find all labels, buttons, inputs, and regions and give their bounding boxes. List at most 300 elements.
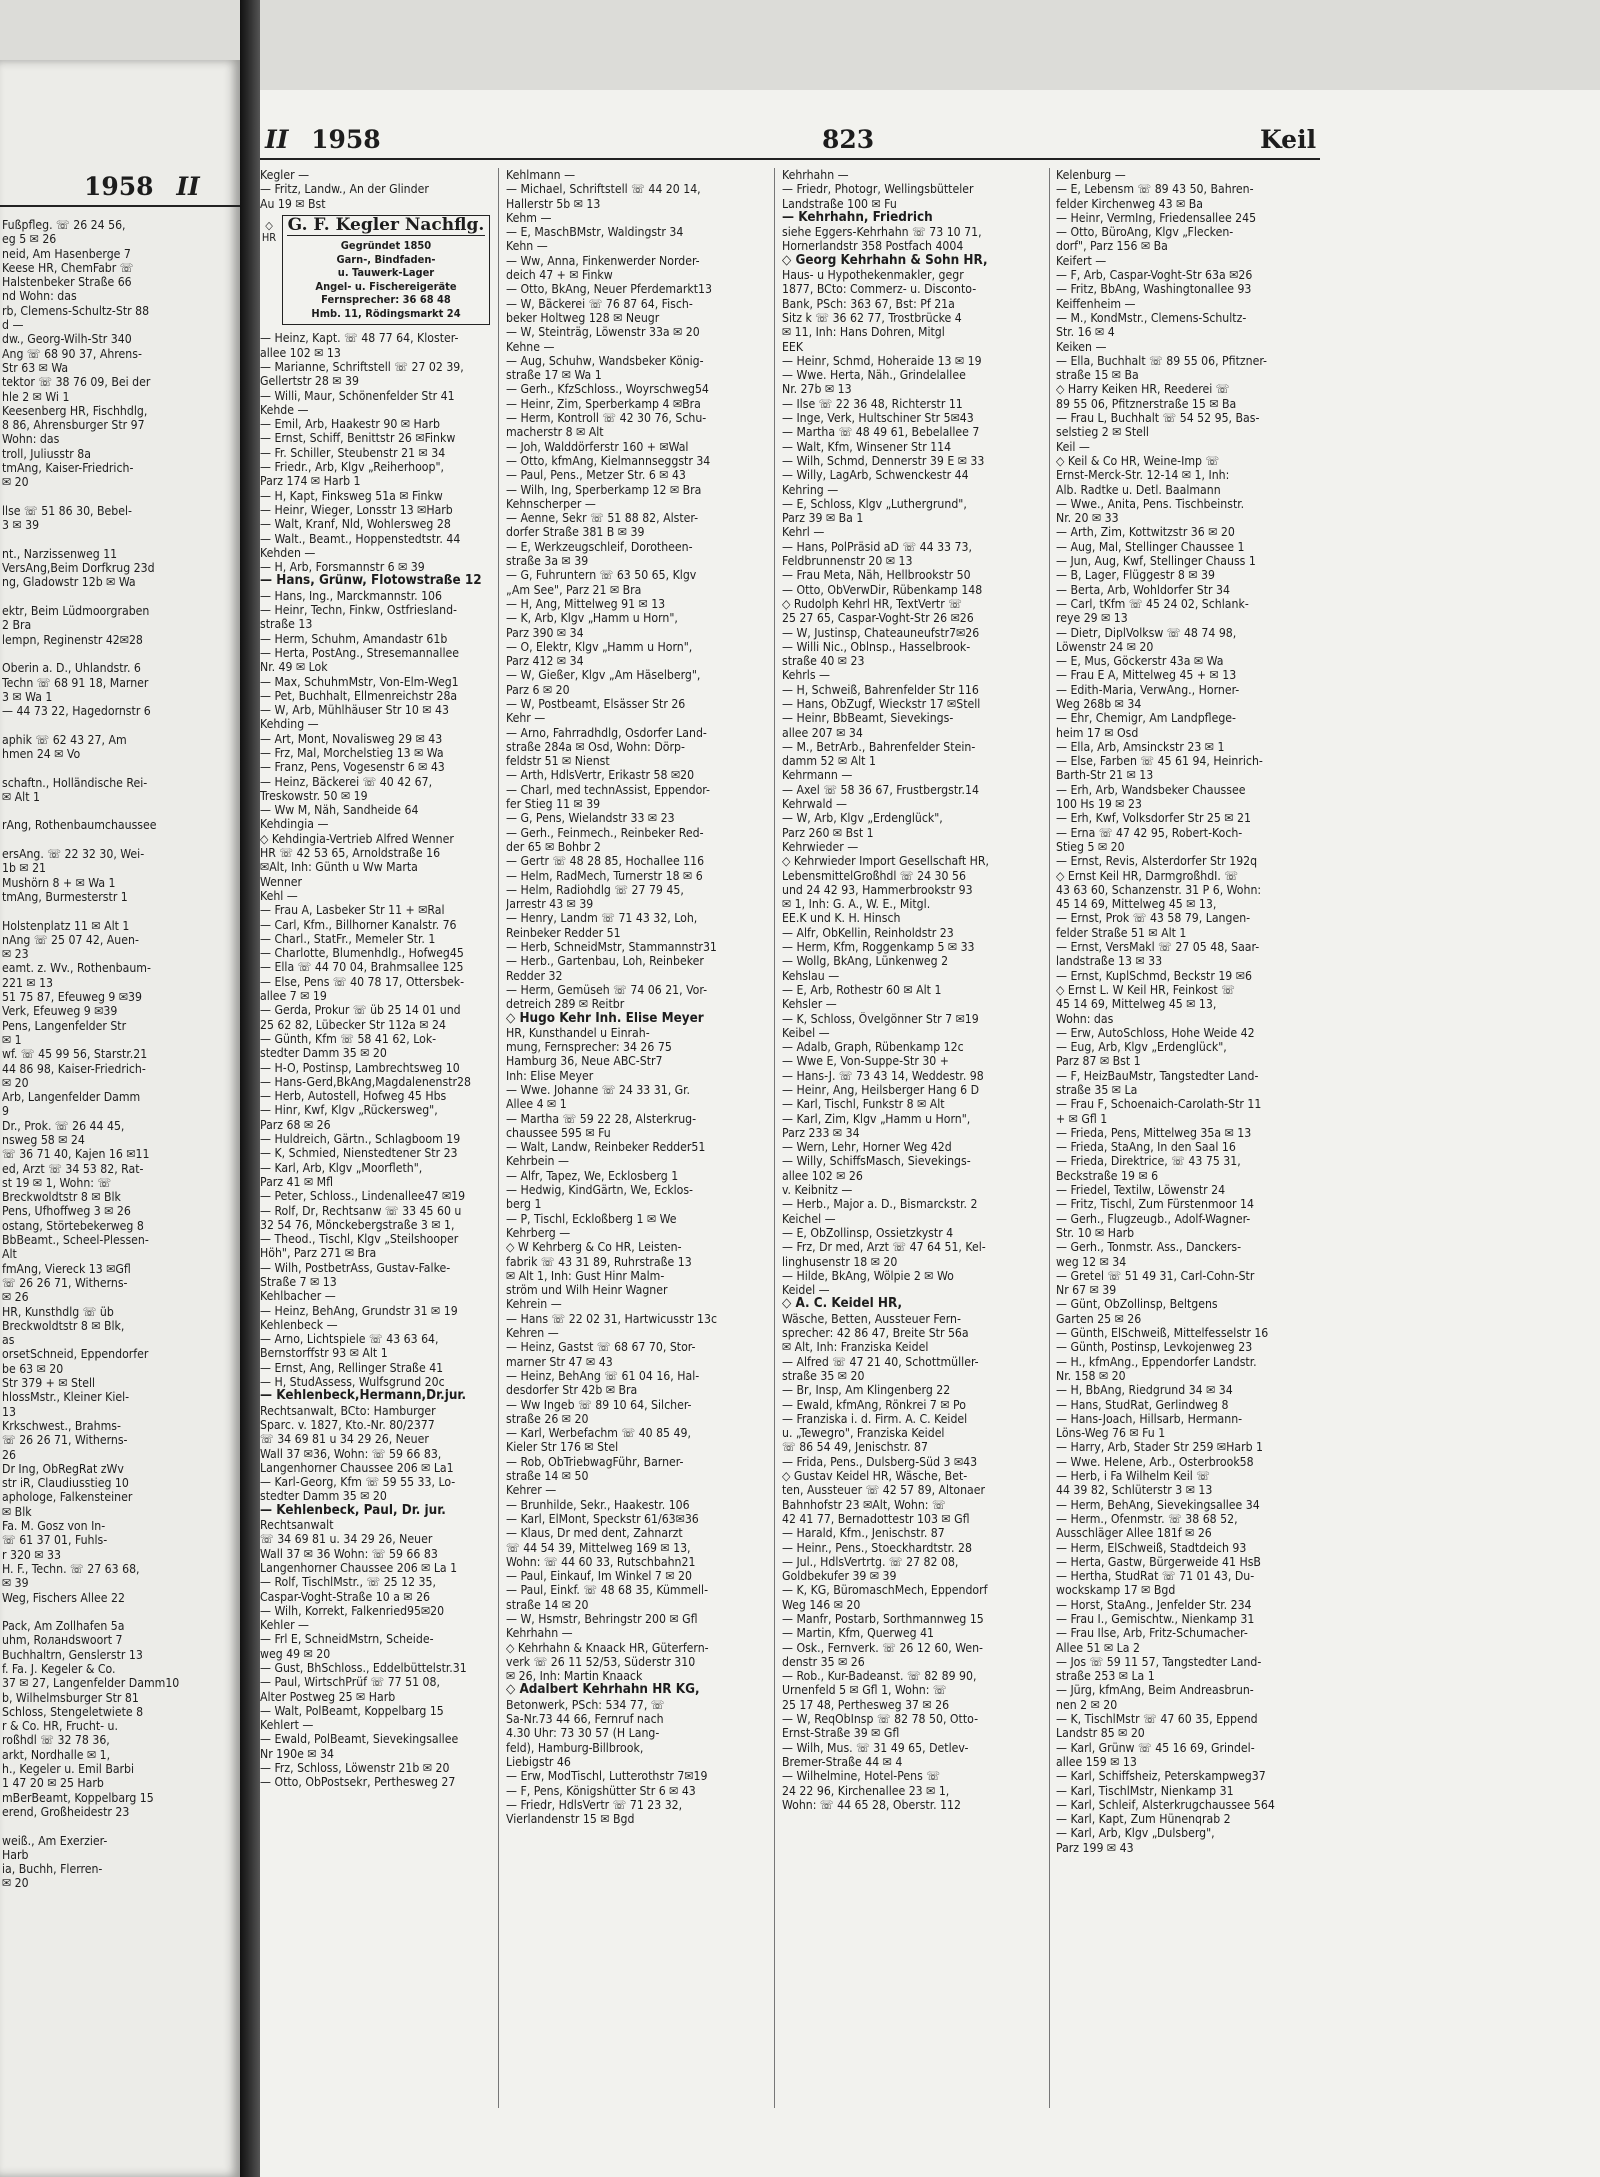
directory-entry-line: Str. 10 ✉ Harb	[1056, 1225, 1135, 1240]
directory-entry-line: 44 39 82, Schlüterstr 3 ✉ 13	[1056, 1483, 1213, 1498]
directory-entry-line: Reinbeker Redder 51	[506, 925, 621, 940]
directory-entry-line: Parz 6 ✉ 20	[506, 682, 570, 697]
directory-entry-line: Bernstorffstr 93 ✉ Alt 1	[260, 1346, 388, 1361]
left-page-column	[2, 218, 238, 2177]
directory-entry-line: Allee 4 ✉ 1	[506, 1097, 567, 1112]
directory-entry-line: — Otto, ObPostsekr, Perthesweg 27	[260, 1775, 456, 1790]
directory-entry-line: — Martha ☏ 59 22 28, Alsterkrug-	[506, 1111, 697, 1126]
running-head: Keil	[1260, 125, 1317, 154]
directory-entry-line: Löns-Weg 76 ✉ Fu 1	[1056, 1426, 1166, 1441]
directory-entry-line: — Frau L, Buchhalt ☏ 54 52 95, Bas-	[1056, 411, 1260, 426]
directory-entry-line: Parz 390 ✉ 34	[506, 625, 584, 640]
directory-entry-line: — Fr. Schiller, Steubenstr 21 ✉ 34	[260, 445, 446, 460]
directory-entry-line: ten, Aussteuer ☏ 42 57 89, Altonaer	[782, 1483, 985, 1498]
directory-entry-line: Garten 25 ✉ 26	[1056, 1311, 1142, 1326]
directory-entry-line: Betonwerk, PSch: 534 77, ☏	[506, 1697, 665, 1712]
directory-entry-line: Kehring —	[782, 482, 839, 497]
directory-entry-line: — Hans-Gerd,BkAng,Magdalenenstr28	[260, 1074, 471, 1089]
left-entry-line: wf. ☏ 45 99 56, Starstr.21	[2, 1047, 148, 1062]
directory-entry-line: Keibel —	[782, 1025, 830, 1040]
directory-entry-line: — Walt, PolBeamt, Koppelbarg 15	[260, 1703, 444, 1718]
left-entry-line: Fa. M. Gosz von In-	[2, 1519, 106, 1534]
directory-entry-line: — Wollg, BkAng, Lünkenweg 2	[782, 954, 949, 969]
left-entry-line	[2, 804, 238, 818]
directory-entry-line: — Charl, med technAssist, Eppendor-	[506, 782, 710, 797]
directory-entry-line: Weg 146 ✉ 20	[782, 1597, 861, 1612]
directory-entry-line: stedter Damm 35 ✉ 20	[260, 1489, 387, 1504]
left-entry-line: hle 2 ✉ Wi 1	[2, 389, 70, 404]
directory-entry-line: deich 47 + ✉ Finkw	[506, 268, 613, 283]
directory-entry-line: — Heinr, VermIng, Friedensallee 245	[1056, 210, 1257, 225]
directory-entry-line: — Ww Ingeb ☏ 89 10 64, Silcher-	[506, 1397, 692, 1412]
directory-entry-line: — Paul, Pens., Metzer Str. 6 ✉ 43	[506, 468, 686, 483]
directory-entry-line: straße 14 ✉ 20	[506, 1597, 589, 1612]
directory-entry-line: straße 26 ✉ 20	[506, 1411, 589, 1426]
directory-entry-line: — Frz, Schloss, Löwenstr 21b ✉ 20	[260, 1761, 450, 1776]
directory-entry-line: Kehsler —	[782, 997, 837, 1012]
directory-entry-line: — Aug, Mal, Stellinger Chaussee 1	[1056, 539, 1245, 554]
directory-entry-line: — Emil, Arb, Haakestr 90 ✉ Harb	[260, 417, 440, 432]
directory-entry-line: Kehden —	[260, 545, 316, 560]
directory-entry-line: Höh", Parz 271 ✉ Bra	[260, 1246, 377, 1261]
directory-entry-line: — Klaus, Dr med dent, Zahnarzt	[506, 1526, 683, 1541]
left-entry-line: ersAng. ☏ 22 32 30, Wei-	[2, 847, 145, 862]
directory-entry-line: — Heinr., Pens., Stoeckhardtstr. 28	[782, 1540, 972, 1555]
directory-entry-line: — Gerh., Feinmech., Reinbeker Red-	[506, 825, 704, 840]
directory-entry-line: — W, Hsmstr, Behringstr 200 ✉ Gfl	[506, 1611, 698, 1626]
directory-entry-line: HR, Kunsthandel u Einrah-	[506, 1025, 650, 1040]
directory-entry-line: — Frz, Mal, Morchelstieg 13 ✉ Wa	[260, 746, 444, 760]
left-entry-line: lempn, Reginenstr 42✉28	[2, 632, 143, 647]
directory-entry-line: — Kehrhahn, Friedrich	[782, 210, 933, 225]
directory-entry-line: Hornerlandstr 358 Postfach 4004	[782, 239, 964, 254]
directory-entry-line: Langenhorner Chaussee 206 ✉ La 1	[260, 1560, 458, 1575]
directory-entry-line: Kehlbacher —	[260, 1289, 336, 1304]
directory-entry-line: — Ewald, kfmAng, Rönkrei 7 ✉ Po	[782, 1397, 966, 1412]
entry-column-3	[782, 168, 1044, 2118]
left-header-part: II	[176, 172, 200, 201]
directory-entry-line: — Rob., Kur-Badeanst. ☏ 82 89 90,	[782, 1669, 977, 1684]
directory-entry-line: — K, KG, BüromaschMech, Eppendorf	[782, 1583, 988, 1598]
left-entry-line: Pack, Am Zollhafen 5a	[2, 1619, 125, 1634]
directory-entry-line: — Alfr, Tapez, We, Ecklosberg 1	[506, 1168, 679, 1183]
directory-entry-line: straße 284a ✉ Osd, Wohn: Dörp-	[506, 739, 685, 754]
directory-entry-line: — Carl, tKfm ☏ 45 24 02, Schlank-	[1056, 596, 1249, 611]
directory-entry-line: — Fritz, BbAng, Washingtonallee 93	[1056, 282, 1252, 297]
left-entry-line: ✉ 20	[2, 1876, 29, 1891]
directory-entry-line: Kehrwieder —	[782, 839, 859, 854]
directory-entry-line: EE.K und K. H. Hinsch	[782, 911, 901, 926]
directory-entry-line: Parz 233 ✉ 34	[782, 1125, 860, 1140]
directory-entry-line: — Herb, SchneidMstr, Stammannstr31	[506, 940, 717, 955]
directory-entry-line: 32 54 76, Mönckebergstraße 3 ✉ 1,	[260, 1217, 455, 1232]
directory-entry-line: Rechtsanwalt, BCto: Hamburger	[260, 1403, 436, 1418]
directory-entry-line: Kehrhahn —	[782, 168, 849, 182]
left-entry-line: Str 379 + ✉ Stell	[2, 1376, 96, 1391]
directory-entry-line: straße 35 ✉ La	[1056, 1083, 1138, 1097]
directory-entry-line: — Franziska i. d. Firm. A. C. Keidel	[782, 1411, 968, 1426]
directory-entry-line: — Heinz, Kapt. ☏ 48 77 64, Kloster-	[260, 331, 459, 346]
directory-entry-line: — Herb., Gartenbau, Loh, Reinbeker	[506, 954, 704, 969]
directory-entry-line: u. „Tewegro", Franziska Keidel	[782, 1426, 945, 1441]
directory-entry-line: — Axel ☏ 58 36 67, Frustbergstr.14	[782, 782, 979, 797]
directory-entry-line: — Herta, Gastw, Bürgerweide 41 HsB	[1056, 1554, 1261, 1569]
directory-entry-line: — Walt, Landw, Reinbeker Redder51	[506, 1140, 706, 1155]
left-entry-line: ✉ 20	[2, 1075, 29, 1090]
left-entry-line	[2, 718, 238, 732]
directory-entry-line: — Ella, Arb, Amsinckstr 23 ✉ 1	[1056, 739, 1225, 754]
left-entry-line: BbBeamt., Scheel-Plessen-	[2, 1233, 149, 1248]
directory-entry-line: Kehrhahn —	[506, 1626, 573, 1641]
left-entry-line: b, Wilhelmsburger Str 81	[2, 1690, 139, 1705]
left-entry-line: troll, Juliusstr 8a	[2, 446, 91, 461]
left-entry-line: weiß., Am Exerzier-	[2, 1833, 108, 1848]
directory-entry-line: Keifert —	[1056, 253, 1107, 268]
directory-entry-line: — Wilh, PostbetrAss, Gustav-Falke-	[260, 1260, 451, 1275]
directory-entry-line: ◇ Ernst L. W Keil HR, Feinkost ☏	[1056, 982, 1235, 997]
directory-entry-line: — Rob, ObTriebwagFühr, Barner-	[506, 1454, 684, 1469]
directory-entry-line: — Friedr, Photogr, Wellingsbütteler	[782, 182, 974, 197]
directory-entry-line: straße 40 ✉ 23	[782, 654, 865, 669]
directory-entry-line: — Helm, Radiohdlg ☏ 27 79 45,	[506, 882, 684, 897]
left-entry-line: ektr, Beim Lüdmoorgraben	[2, 604, 150, 619]
directory-entry-line: — Fritz, Tischl, Zum Fürstenmoor 14	[1056, 1197, 1254, 1212]
directory-entry-line: ◇ Harry Keiken HR, Reederei ☏	[1056, 382, 1230, 397]
left-entry-line: Weg, Fischers Allee 22	[2, 1590, 125, 1605]
left-entry-line: 13	[2, 1404, 16, 1419]
left-entry-line: nd Wohn: das	[2, 289, 77, 304]
directory-entry-line: — Gerh., KfzSchloss., Woyrschweg54	[506, 382, 709, 397]
directory-entry-line: Kehnscherper —	[506, 496, 596, 511]
directory-entry-line: — Ewald, PolBeamt, Sievekingsallee	[260, 1732, 459, 1747]
directory-entry-line: Kelenburg —	[1056, 168, 1126, 182]
directory-entry-line: ☏ 34 69 81 u 34 29 26, Neuer	[260, 1432, 429, 1447]
left-entry-line: nsweg 58 ✉ 24	[2, 1133, 85, 1147]
directory-entry-line: — Theod., Tischl, Klgv „Steilshooper	[260, 1232, 459, 1247]
directory-entry-line: straße 15 ✉ Ba	[1056, 368, 1139, 383]
left-entry-line: ☏ 61 37 01, Fuhls-	[2, 1533, 108, 1548]
directory-entry-line: — Ehr, Chemigr, Am Landpflege-	[1056, 711, 1236, 726]
column-divider	[774, 168, 775, 2108]
directory-entry-line: — Arth, Zim, Kottwitzstr 36 ✉ 20	[1056, 525, 1235, 540]
left-entry-line: ✉ 39	[2, 1576, 29, 1591]
directory-entry-line: Kieler Str 176 ✉ Stel	[506, 1440, 619, 1455]
directory-entry-line: Sa-Nr.73 44 66, Fernruf nach	[506, 1712, 664, 1727]
directory-entry-line: ◇ Kehrhahn & Knaack HR, Güterfern-	[506, 1640, 709, 1655]
directory-entry-line: — Herb, Autostell, Hofweg 45 Hbs	[260, 1089, 447, 1104]
directory-entry-line: detreich 289 ✉ Reitbr	[506, 997, 625, 1012]
directory-entry-line: der 65 ✉ Bohbr 2	[506, 839, 601, 854]
directory-entry-line: — Ernst, Revis, Alsterdorfer Str 192q	[1056, 854, 1258, 869]
left-entry-line: Fußpfleg. ☏ 26 24 56,	[2, 218, 126, 232]
directory-entry-line: — Karl, Grünw ☏ 45 16 69, Grindel-	[1056, 1740, 1255, 1755]
directory-entry-line: — Gretel ☏ 51 49 31, Carl-Cohn-Str	[1056, 1268, 1255, 1283]
left-entry-line: str iR, Claudiusstieg 10	[2, 1476, 129, 1491]
left-entry-line: ☏ 26 26 71, Witherns-	[2, 1275, 128, 1290]
directory-entry-line: ◇ Ernst Keil HR, DarmgroßhdI. ☏	[1056, 868, 1239, 883]
directory-entry-line: — H, StudAssess, Wulfsgrund 20c	[260, 1375, 445, 1390]
left-entry-line: — 44 73 22, Hagedornstr 6	[2, 704, 151, 719]
directory-entry-line: — Günth, Postinsp, Levkojenweg 23	[1056, 1340, 1253, 1355]
directory-entry-line: — Hans, Grünw, Flotowstraße 12	[260, 574, 482, 589]
directory-entry-line: — Inge, Verk, Hultschiner Str 5✉43	[782, 411, 974, 426]
directory-entry-line: — Karl, Zim, Klgv „Hamm u Horn",	[782, 1111, 971, 1126]
directory-entry-line: — Ernst, Schiff, Benittstr 26 ✉Finkw	[260, 431, 456, 446]
directory-entry-line: — Hans-Joach, Hillsarb, Hermann-	[1056, 1411, 1243, 1426]
directory-entry-line: — Günth, Kfm ☏ 58 41 62, Lok-	[260, 1031, 437, 1046]
directory-entry-line: Kehde —	[260, 402, 309, 417]
left-entry-line: ✉ 23	[2, 947, 29, 962]
left-entry-line: Keesenberg HR, Fischhdlg,	[2, 403, 148, 418]
directory-entry-line: Nr. 27b ✉ 13	[782, 382, 852, 397]
header-rule	[260, 158, 1320, 160]
entry-column-1	[260, 168, 490, 2118]
directory-entry-line: — Harald, Kfm., Jenischstr. 87	[782, 1526, 945, 1541]
directory-entry-line: Jarrestr 43 ✉ 39	[506, 897, 594, 912]
directory-entry-line: sprecher: 42 86 47, Breite Str 56a	[782, 1326, 969, 1341]
directory-entry-line: fer Stieg 11 ✉ 39	[506, 797, 601, 812]
directory-entry-line: — H, Arb, Forsmannstr 6 ✉ 39	[260, 560, 425, 575]
left-entry-line: Techn ☏ 68 91 18, Marner	[2, 675, 149, 690]
left-entry-line: eg 5 ✉ 26	[2, 232, 57, 247]
left-entry-line: 3 ✉ Wa 1	[2, 689, 53, 704]
directory-entry-line: — Alfr, ObKellin, Reinholdstr 23	[782, 925, 954, 940]
left-entry-line: 1b ✉ 21	[2, 861, 47, 876]
directory-entry-line: — Friedr., Arb, Klgv „Reiherhoop",	[260, 460, 444, 475]
directory-entry-line: — Rolf, TischlMstr., ☏ 25 12 35,	[260, 1575, 436, 1590]
directory-entry-line: — Wwe. Helene, Arb., Osterbrook58	[1056, 1454, 1254, 1469]
directory-entry-line: dorfer Straße 381 B ✉ 39	[506, 525, 645, 540]
directory-entry-line: — Herm, Schuhm, Amandastr 61b	[260, 631, 448, 646]
directory-entry-line: Bahnhofstr 23 ✉Alt, Wohn: ☏	[782, 1497, 946, 1512]
directory-entry-line: Kehrls —	[782, 668, 830, 683]
directory-entry-line: 25 27 65, Caspar-Voght-Str 26 ✉26	[782, 611, 974, 626]
directory-entry-line: ✉ 1, Inh: G. A., W. E., Mitgl.	[782, 897, 931, 912]
directory-entry-line: fabrik ☏ 43 31 89, Ruhrstraße 13	[506, 1254, 692, 1269]
directory-entry-line: — E, Schloss, Klgv „Luthergrund",	[782, 496, 967, 511]
directory-entry-line: — Arth, HdlsVertr, Erikastr 58 ✉20	[506, 768, 695, 783]
directory-entry-line: ☏ 86 54 49, Jenischstr. 87	[782, 1440, 928, 1455]
directory-entry-line: Ernst-Merck-Str. 12-14 ✉ 1, Inh:	[1056, 468, 1230, 483]
directory-entry-line: allee 102 ✉ 13	[260, 345, 341, 360]
page-number: 823	[822, 125, 875, 154]
directory-entry-line: Kehl —	[260, 888, 298, 903]
directory-entry-line: — Ilse ☏ 22 36 48, Richterstr 11	[782, 396, 963, 411]
directory-entry-line: — Günt, ObZollinsp, Beltgens	[1056, 1297, 1218, 1312]
entry-column-2	[506, 168, 768, 2118]
directory-entry-line: denstr 35 ✉ 26	[782, 1654, 865, 1669]
directory-entry-line: — Arno, Fahrradhdlg, Osdorfer Land-	[506, 725, 707, 740]
directory-entry-line: Straße 7 ✉ 13	[260, 1274, 337, 1289]
left-entry-line: Mushörn 8 + ✉ Wa 1	[2, 875, 116, 890]
directory-entry-line: — E, Lebensm ☏ 89 43 50, Bahren-	[1056, 182, 1254, 197]
directory-entry-line: — Wilh, Ing, Sperberkamp 12 ✉ Bra	[506, 482, 702, 497]
directory-entry-line: — Aug, Schuhw, Wandsbeker König-	[506, 353, 704, 368]
left-entry-line: 2 Bra	[2, 618, 32, 633]
left-entry-line: orsetSchneid, Eppendorfer	[2, 1347, 149, 1362]
left-entry-line: eamt. z. Wv., Rothenbaum-	[2, 961, 151, 976]
directory-entry-line: — Wilh, Mus. ☏ 31 49 65, Detlev-	[782, 1740, 969, 1755]
directory-entry-line: 24 22 96, Kirchenallee 23 ✉ 1,	[782, 1783, 950, 1798]
directory-entry-line: — Willy, LagArb, Schwenckestr 44	[782, 468, 969, 483]
directory-entry-line: — Willi Nic., Oblnsp., Hasselbrook-	[782, 639, 971, 654]
directory-entry-line: „Am See", Parz 21 ✉ Bra	[506, 582, 642, 597]
directory-entry-line: ◇ Keil & Co HR, Weine-Imp ☏	[1056, 453, 1220, 468]
directory-entry-line: Wenner	[260, 874, 303, 889]
directory-entry-line: v. Keibnitz —	[782, 1183, 853, 1198]
directory-entry-line: ström und Wilh Heinr Wagner	[506, 1283, 668, 1298]
directory-entry-line: ✉ Alt, Inh: Franziska Keidel	[782, 1340, 929, 1355]
left-entry-line: llse ☏ 51 86 30, Bebel-	[2, 503, 132, 518]
directory-entry-line: — G, Pens, Wielandstr 33 ✉ 23	[506, 811, 675, 826]
left-entry-line: Arb, Langenfelder Damm	[2, 1090, 141, 1105]
directory-entry-line: — W, Arb, Mühlhäuser Str 10 ✉ 43	[260, 703, 449, 718]
directory-entry-line: — Frau F, Schoenaich-Carolath-Str 11	[1056, 1097, 1262, 1112]
directory-entry-line: Vierlandenstr 15 ✉ Bgd	[506, 1812, 635, 1827]
directory-entry-line: — Herm, Gemüseh ☏ 74 06 21, Vor-	[506, 982, 708, 997]
directory-entry-line: — Rolf, Dr, Rechtsanw ☏ 33 45 60 u	[260, 1203, 462, 1218]
left-entry-line: tektor ☏ 38 76 09, Bei der	[2, 375, 151, 390]
directory-entry-line: — Ernst, Ang, Rellinger Straße 41	[260, 1360, 444, 1375]
left-entry-line: mBerBeamt, Koppelbarg 15	[2, 1790, 154, 1805]
directory-entry-line: — Art, Mont, Novalisweg 29 ✉ 43	[260, 731, 443, 746]
right-header-part: II	[265, 125, 289, 154]
directory-entry-line: — Martha ☏ 48 49 61, Bebelallee 7	[782, 425, 980, 440]
left-entry-line: 221 ✉ 13	[2, 975, 54, 990]
directory-entry-line: — Herta, PostAng., Stresemannallee	[260, 645, 459, 660]
directory-entry-line: Parz 199 ✉ 43	[1056, 1840, 1134, 1855]
directory-entry-line: Parz 39 ✉ Ba 1	[782, 511, 864, 526]
right-header-left	[265, 125, 381, 154]
left-entry-line: f. Fa. J. Kegeler & Co.	[2, 1661, 116, 1676]
advert-line: Garn-, Bindfaden-	[336, 252, 436, 266]
directory-entry-line: — Wern, Lehr, Horner Weg 42d	[782, 1140, 952, 1155]
directory-entry-line: linghusenstr 18 ✉ 20	[782, 1254, 898, 1269]
directory-entry-line: — Gust, BhSchloss., Eddelbüttelstr.31	[260, 1661, 467, 1675]
directory-entry-line: — Erna ☏ 47 42 95, Robert-Koch-	[1056, 825, 1243, 840]
directory-entry-line: Sitz k ☏ 36 62 77, Trostbrücke 4	[782, 310, 962, 325]
directory-entry-line: ◇ Kehrwieder Import Gesellschaft HR,	[782, 854, 990, 869]
directory-entry-line: — K, Schloss, Övelgönner Str 7 ✉19	[782, 1011, 979, 1026]
directory-entry-line: selstieg 2 ✉ Stell	[1056, 425, 1149, 440]
directory-entry-line: — Charlotte, Blumenhdlg., Hofweg45	[260, 946, 464, 961]
left-entry-line: roßhdl ☏ 32 78 36,	[2, 1733, 110, 1748]
directory-entry-line: Str. 16 ✉ 4	[1056, 325, 1115, 340]
entry-column-4	[1056, 168, 1318, 2118]
directory-entry-line: ◇ Gustav Keidel HR, Wäsche, Bet-	[782, 1469, 968, 1484]
directory-entry-line: — Wwe. Herta, Näh., Grindelallee	[782, 368, 966, 383]
advert-line: Angel- u. Fischereigeräte	[315, 279, 457, 293]
left-entry-line: 37 ✉ 27, Langenfelder Damm10	[2, 1676, 180, 1691]
right-page	[260, 90, 1600, 2177]
directory-entry-line: straße 3a ✉ 39	[506, 554, 589, 569]
directory-entry-line: straße 17 ✉ Wa 1	[506, 368, 602, 383]
directory-entry-line: — Alfred ☏ 47 21 40, Schottmüller-	[782, 1354, 979, 1369]
directory-entry-line: ◇ A. C. Keidel HR,	[782, 1297, 903, 1312]
left-entry-line: Str 63 ✉ Wa	[2, 360, 69, 375]
directory-entry-line: marner Str 47 ✉ 43	[506, 1354, 613, 1369]
directory-entry-line: — Hans, StudRat, Gerlindweg 8	[1056, 1397, 1229, 1412]
right-header-year: 1958	[311, 125, 381, 154]
directory-entry-line: Wohn: ☏ 44 65 28, Oberstr. 112	[782, 1797, 962, 1812]
directory-entry-line: — Ww M, Näh, Sandheide 64	[260, 803, 419, 818]
directory-entry-line: Hallerstr 5b ✉ 13	[506, 196, 601, 211]
directory-entry-line: — E, Mus, Göckerstr 43a ✉ Wa	[1056, 654, 1224, 669]
kegler-advertisement	[261, 214, 490, 326]
directory-entry-line: Wall 37 ✉36, Wohn: ☏ 59 66 83,	[260, 1446, 442, 1461]
directory-entry-line: — Carl, Kfm., Billhorner Kanalstr. 76	[260, 917, 457, 932]
left-entry-line: Pens, Ufhoffweg 3 ✉ 26	[2, 1204, 131, 1219]
directory-entry-line: straße 13	[260, 617, 313, 632]
left-entry-line: 51 75 87, Efeuweg 9 ✉39	[2, 990, 143, 1005]
directory-entry-line: — M., KondMstr., Clemens-Schultz-	[1056, 310, 1247, 325]
directory-entry-line: Gellertstr 28 ✉ 39	[260, 374, 359, 389]
directory-entry-line: Nr. 49 ✉ Lok	[260, 660, 328, 675]
left-entry-line: aphologe, Falkensteiner	[2, 1490, 133, 1505]
directory-entry-line: — Karl, Schleif, Alsterkrugchaussee 564	[1056, 1797, 1275, 1812]
directory-entry-line: Ausschläger Allee 181f ✉ 26	[1056, 1526, 1212, 1541]
left-entry-line: H. F., Techn. ☏ 27 63 68,	[2, 1561, 140, 1576]
directory-entry-line: Keiffenheim —	[1056, 296, 1136, 311]
directory-entry-line: verk ☏ 26 11 52/53, Süderstr 310	[506, 1654, 696, 1669]
directory-entry-line: — Hans, Ing., Marckmannstr. 106	[260, 588, 443, 603]
left-entry-line	[2, 761, 238, 775]
directory-entry-line: — Frau I., Gemischtw., Nienkamp 31	[1056, 1611, 1255, 1626]
advert-firm-name: G. F. Kegler Nachflg.	[287, 214, 485, 235]
left-entry-line: schaftn., Holländische Rei-	[2, 775, 148, 790]
directory-entry-line: Beckstraße 19 ✉ 6	[1056, 1168, 1159, 1183]
directory-entry-line: Nr 190e ✉ 34	[260, 1746, 334, 1761]
left-entry-line: be 63 ✉ 20	[2, 1361, 64, 1376]
directory-entry-line: — Willy, SchiffsMasch, Sievekings-	[782, 1154, 971, 1169]
directory-entry-line: — Frieda, Direktrice, ☏ 43 75 31,	[1056, 1154, 1241, 1169]
directory-entry-line: — Huldreich, Gärtn., Schlagboom 19	[260, 1132, 461, 1147]
left-entry-line: Breckwoldtstr 8 ✉ Blk	[2, 1190, 121, 1205]
left-entry-line: ed, Arzt ☏ 34 53 82, Rat-	[2, 1161, 144, 1176]
directory-entry-line: ☏ 34 69 81 u. 34 29 26, Neuer	[260, 1532, 433, 1547]
directory-entry-line: ✉ Alt 1, Inh: Gust Hinr Malm-	[506, 1268, 665, 1283]
directory-entry-line: — Frieda, Pens, Mittelweg 35a ✉ 13	[1056, 1125, 1252, 1140]
directory-entry-line: allee 7 ✉ 19	[260, 989, 327, 1004]
directory-entry-line: — Herm, BehAng, Sievekingsallee 34	[1056, 1497, 1260, 1512]
directory-entry-line: — Frau A, Lasbeker Str 11 + ✉Ral	[260, 903, 445, 918]
directory-entry-line: — Heinr, Ang, Heilsberger Hang 6 D	[782, 1083, 980, 1097]
directory-entry-line: wockskamp 17 ✉ Bgd	[1056, 1583, 1176, 1598]
directory-entry-line: Caspar-Voght-Straße 10 a ✉ 26	[260, 1589, 431, 1604]
directory-entry-line: desdorfer Str 42b ✉ Bra	[506, 1383, 638, 1398]
directory-entry-line: — Heinr, BbBeamt, Sievekings-	[782, 711, 954, 726]
directory-entry-line: Kehler —	[260, 1618, 310, 1633]
directory-entry-line: ✉Alt, Inh: Günth u Ww Marta	[260, 860, 418, 875]
directory-entry-line: — P, Tischl, Eckloßberg 1 ✉ We	[506, 1211, 677, 1226]
left-entry-line: ☏ 26 26 71, Witherns-	[2, 1433, 128, 1448]
directory-entry-line: — Adalb, Graph, Rübenkamp 12c	[782, 1040, 964, 1055]
directory-entry-line: — Charl., StatFr., Memeler Str. 1	[260, 931, 436, 946]
directory-entry-line: — M., BetrArb., Bahrenfelder Stein-	[782, 739, 976, 754]
directory-entry-line: ✉ 11, Inh: Hans Dohren, Mitgl	[782, 325, 945, 340]
directory-entry-line: — Hedwig, KindGärtn, We, Ecklos-	[506, 1183, 693, 1198]
left-entry-line: d —	[2, 318, 24, 333]
directory-entry-line: macherstr 8 ✉ Alt	[506, 425, 604, 440]
directory-entry-line: mung, Fernsprecher: 34 26 75	[506, 1040, 672, 1055]
directory-entry-line: Parz 87 ✉ Bst 1	[1056, 1054, 1141, 1069]
directory-entry-line: — Jos ☏ 59 11 57, Tangstedter Land-	[1056, 1654, 1262, 1669]
directory-entry-line: Kehrl —	[782, 525, 825, 540]
directory-entry-line: Kehm —	[506, 210, 552, 225]
left-entry-line: Pens, Langenfelder Str	[2, 1018, 127, 1033]
directory-entry-line: straße 35 ✉ 20	[782, 1368, 865, 1383]
left-header-rule	[0, 205, 240, 207]
